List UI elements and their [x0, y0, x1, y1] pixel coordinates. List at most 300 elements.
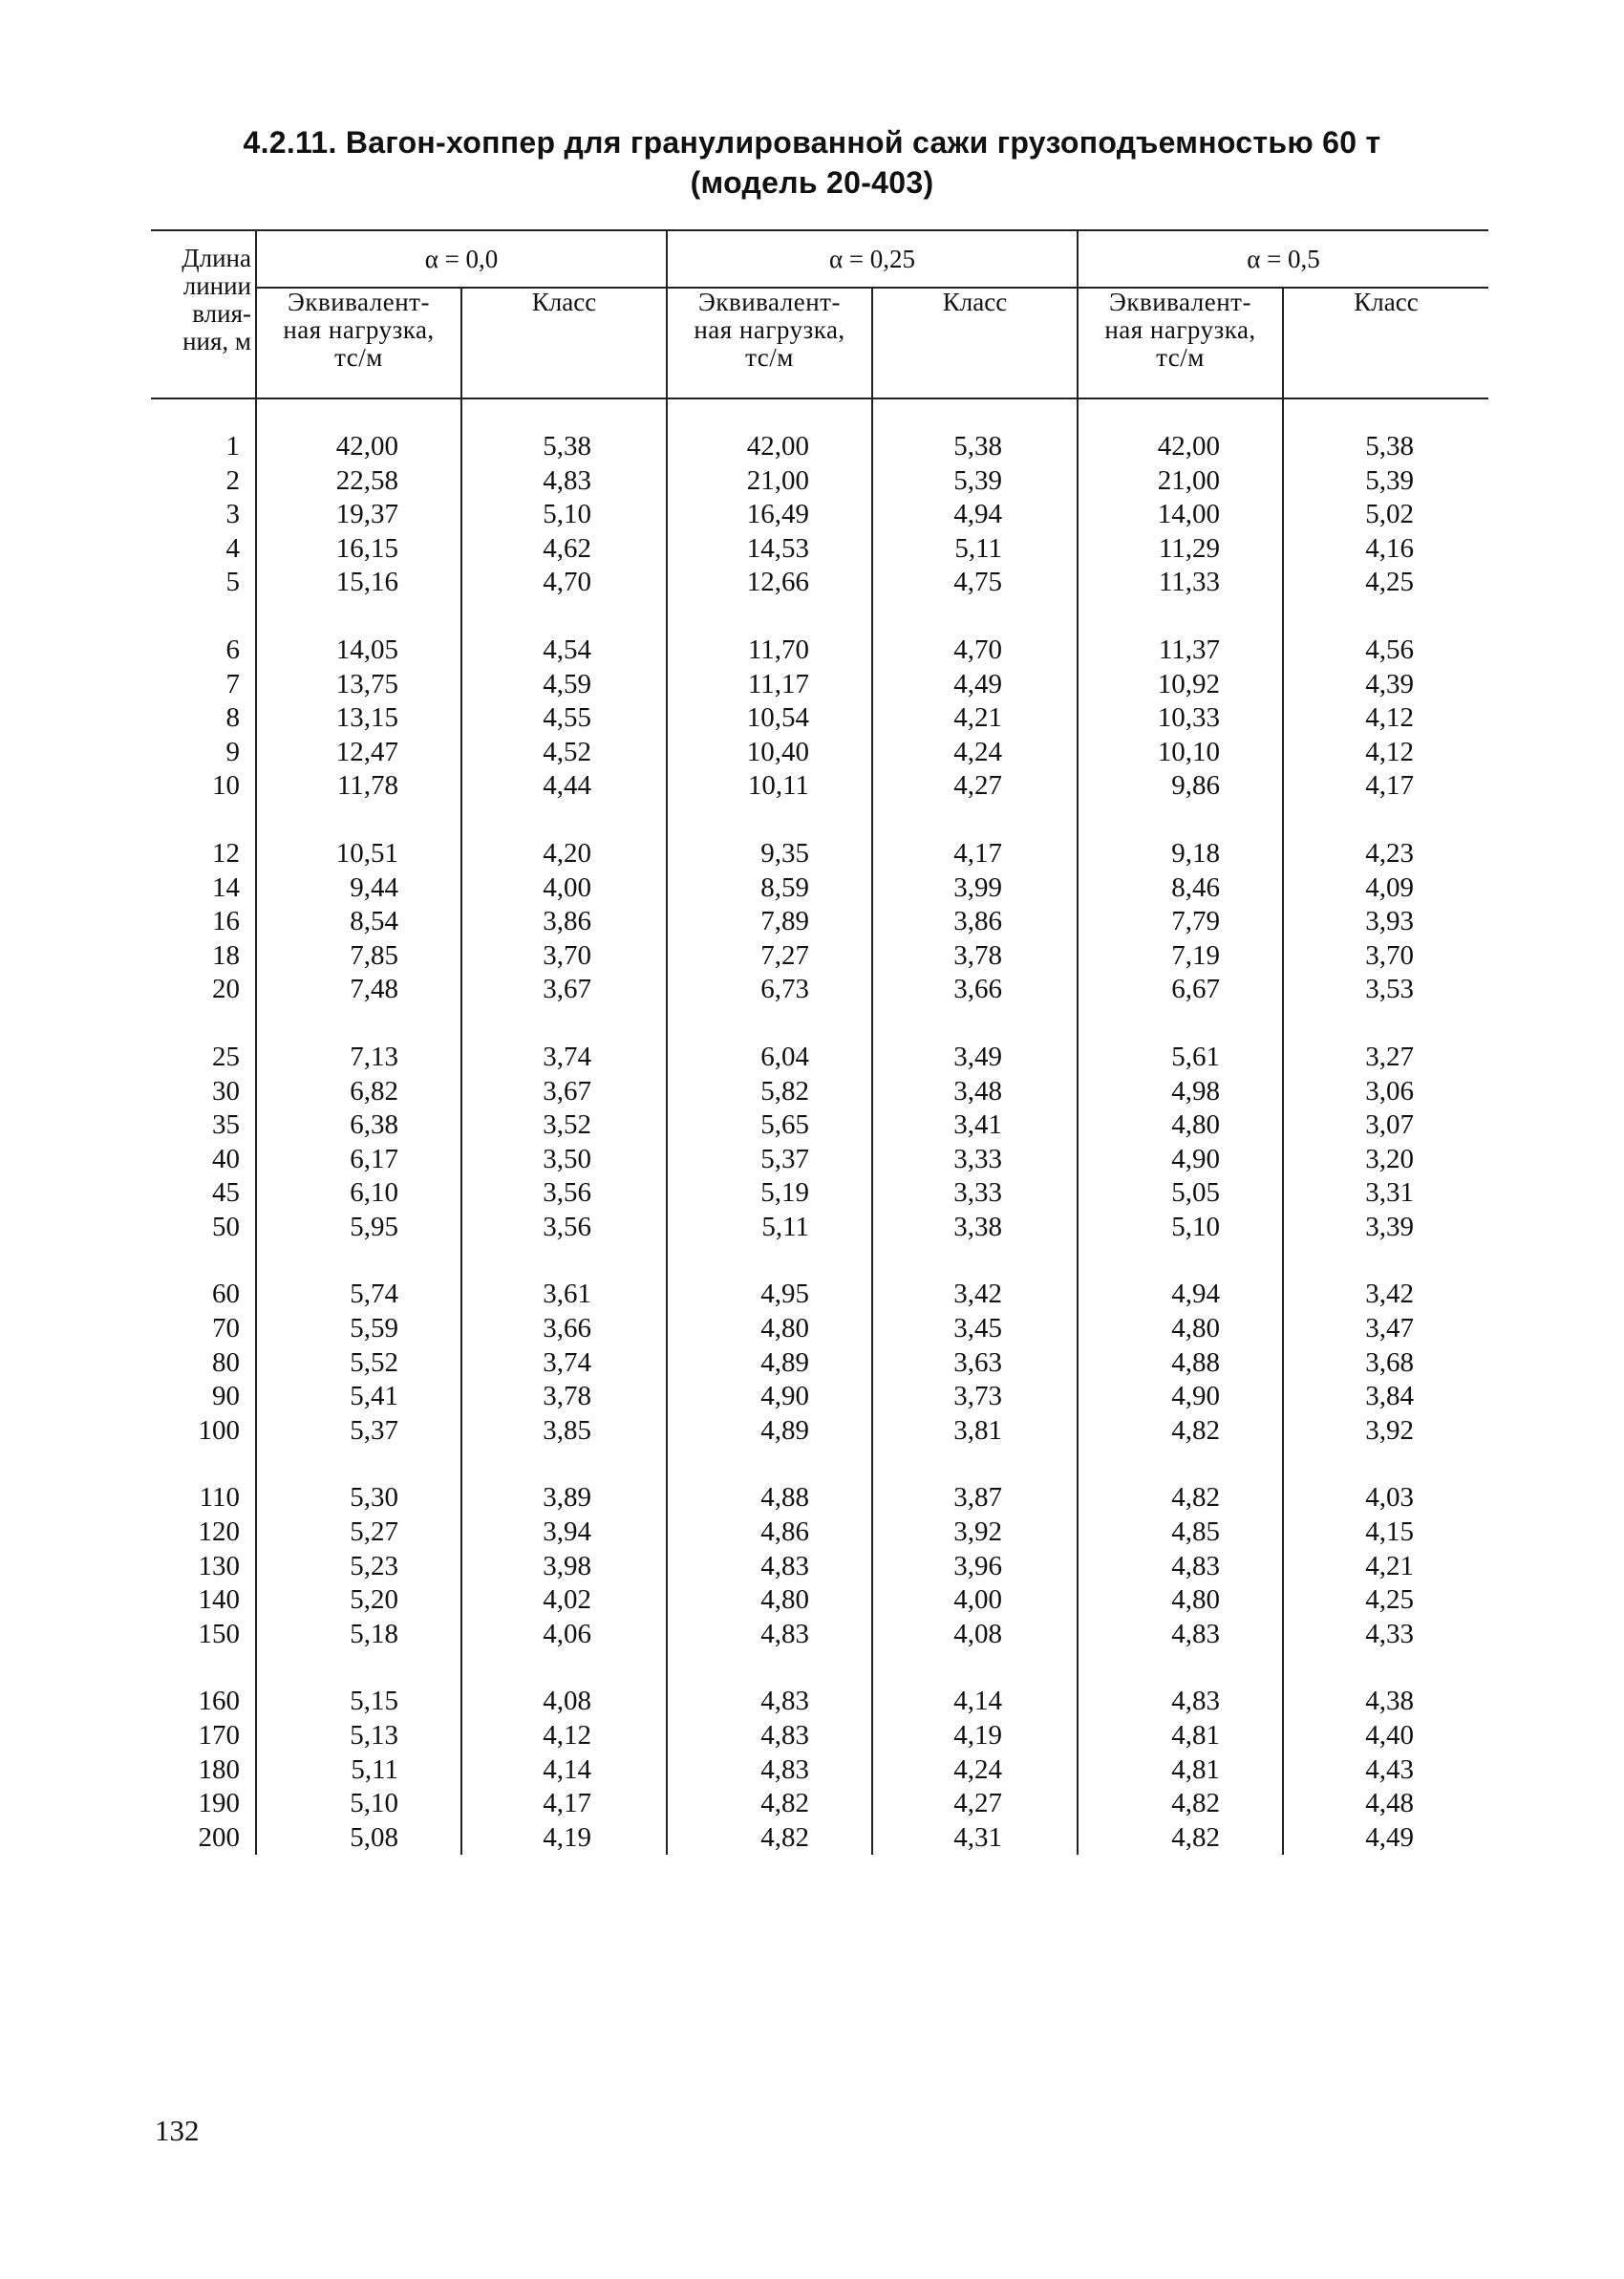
class-cell: 4,21	[872, 701, 1078, 736]
length-cell: 160	[198, 1686, 240, 1717]
equiv-load-cell: 10,51	[256, 837, 461, 871]
title-line-2: (модель 20-403)	[690, 165, 934, 200]
equiv-load-cell: 4,82	[1078, 1787, 1283, 1821]
class-cell: 3,85	[461, 1414, 667, 1449]
length-cell: 1	[225, 431, 240, 462]
class-cell: 4,19	[872, 1719, 1078, 1753]
class-cell: 4,20	[461, 837, 667, 871]
length-cell: 9	[225, 736, 240, 767]
table-row	[151, 1380, 1488, 1414]
class-cell: 4,02	[461, 1583, 667, 1618]
length-cell: 18	[212, 939, 240, 971]
table-row	[151, 837, 1488, 871]
equiv-load-cell: 7,89	[667, 905, 872, 939]
class-cell: 3,98	[461, 1550, 667, 1584]
table-row	[151, 498, 1488, 532]
class-cell: 4,09	[1283, 871, 1488, 906]
class-cell: 3,48	[872, 1075, 1078, 1109]
class-cell: 3,39	[1283, 1211, 1488, 1245]
equiv-load-cell: 11,17	[667, 668, 872, 702]
class-cell: 3,49	[872, 1041, 1078, 1075]
class-cell: 4,17	[872, 837, 1078, 871]
equiv-load-cell: 8,59	[667, 871, 872, 906]
length-cell: 12	[212, 837, 240, 869]
class-cell: 4,54	[461, 634, 667, 668]
table-body	[151, 398, 1488, 1855]
equiv-load-cell: 11,37	[1078, 634, 1283, 668]
equiv-load-cell: 4,81	[1078, 1753, 1283, 1788]
equiv-load-cell: 4,82	[667, 1787, 872, 1821]
table-row	[151, 1821, 1488, 1856]
table-row	[151, 566, 1488, 600]
length-cell: 20	[212, 974, 240, 1005]
length-cell: 16	[212, 906, 240, 937]
equiv-load-cell: 5,13	[256, 1719, 461, 1753]
equiv-load-cell: 11,70	[667, 634, 872, 668]
alpha-header-05: α = 0,5	[1078, 230, 1488, 288]
equiv-load-cell: 4,82	[1078, 1414, 1283, 1449]
length-cell: 80	[212, 1346, 240, 1378]
equiv-load-cell: 5,27	[256, 1516, 461, 1550]
equiv-load-cell: 6,10	[256, 1176, 461, 1211]
class-cell: 4,12	[1283, 701, 1488, 736]
equiv-load-cell: 4,90	[667, 1380, 872, 1414]
class-cell: 3,52	[461, 1108, 667, 1143]
class-cell: 3,78	[461, 1380, 667, 1414]
table-row	[151, 736, 1488, 770]
equiv-load-cell: 7,85	[256, 939, 461, 974]
equiv-load-cell: 7,27	[667, 939, 872, 974]
equiv-load-cell: 21,00	[667, 464, 872, 499]
table-row	[151, 973, 1488, 1007]
column-header-class: Класс	[1283, 288, 1488, 398]
class-cell: 4,08	[461, 1685, 667, 1719]
equiv-load-cell: 12,47	[256, 736, 461, 770]
table-title	[143, 122, 1481, 203]
class-cell: 4,49	[1283, 1821, 1488, 1856]
equiv-load-cell: 6,82	[256, 1075, 461, 1109]
equiv-load-cell: 4,89	[667, 1414, 872, 1449]
equiv-load-cell: 19,37	[256, 498, 461, 532]
class-cell: 4,38	[1283, 1685, 1488, 1719]
equiv-load-cell: 5,74	[256, 1278, 461, 1312]
table-row	[151, 1312, 1488, 1346]
table-row	[151, 1108, 1488, 1143]
equiv-load-cell: 5,11	[256, 1753, 461, 1788]
equiv-load-cell: 10,54	[667, 701, 872, 736]
class-cell: 4,40	[1283, 1719, 1488, 1753]
table-row	[151, 1516, 1488, 1550]
equiv-load-cell: 8,46	[1078, 871, 1283, 906]
class-cell: 4,14	[872, 1685, 1078, 1719]
equiv-load-cell: 14,00	[1078, 498, 1283, 532]
equiv-load-cell: 4,81	[1078, 1719, 1283, 1753]
class-cell: 4,27	[872, 1787, 1078, 1821]
class-cell: 4,12	[461, 1719, 667, 1753]
equiv-load-cell: 4,82	[667, 1821, 872, 1856]
equiv-load-cell: 7,48	[256, 973, 461, 1007]
equiv-load-cell: 10,10	[1078, 736, 1283, 770]
length-cell: 2	[225, 464, 240, 496]
equiv-load-cell: 4,88	[1078, 1346, 1283, 1381]
class-cell: 3,87	[872, 1481, 1078, 1516]
equiv-load-cell: 4,88	[667, 1481, 872, 1516]
equiv-load-cell: 4,86	[667, 1516, 872, 1550]
column-header-length: Длина линии влия- ния, м	[151, 230, 256, 398]
equiv-load-cell: 13,15	[256, 701, 461, 736]
class-cell: 3,66	[872, 973, 1078, 1007]
table-row	[151, 1414, 1488, 1449]
class-cell: 5,10	[461, 498, 667, 532]
class-cell: 3,31	[1283, 1176, 1488, 1211]
class-cell: 3,67	[461, 1075, 667, 1109]
equiv-load-cell: 7,13	[256, 1041, 461, 1075]
length-cell: 180	[198, 1753, 240, 1785]
class-cell: 4,24	[872, 1753, 1078, 1788]
length-cell: 4	[225, 532, 240, 564]
class-cell: 4,15	[1283, 1516, 1488, 1550]
class-cell: 4,21	[1283, 1550, 1488, 1584]
equiv-load-cell: 7,19	[1078, 939, 1283, 974]
class-cell: 3,47	[1283, 1312, 1488, 1346]
equiv-load-cell: 4,83	[1078, 1550, 1283, 1584]
equiv-load-cell: 12,66	[667, 566, 872, 600]
table-row	[151, 1481, 1488, 1516]
class-cell: 3,73	[872, 1380, 1078, 1414]
equiv-load-cell: 6,17	[256, 1143, 461, 1177]
class-cell: 3,67	[461, 973, 667, 1007]
table-row	[151, 1719, 1488, 1753]
length-cell: 90	[212, 1381, 240, 1412]
class-cell: 4,23	[1283, 837, 1488, 871]
equiv-load-cell: 15,16	[256, 566, 461, 600]
class-cell: 3,86	[461, 905, 667, 939]
class-cell: 4,19	[461, 1821, 667, 1856]
class-cell: 4,24	[872, 736, 1078, 770]
length-cell: 140	[198, 1584, 240, 1616]
class-cell: 4,59	[461, 668, 667, 702]
class-cell: 5,39	[872, 464, 1078, 499]
class-cell: 4,17	[1283, 769, 1488, 804]
page-number: 132	[155, 2114, 200, 2147]
equiv-load-cell: 22,58	[256, 464, 461, 499]
equiv-load-cell: 4,90	[1078, 1143, 1283, 1177]
equiv-load-cell: 6,04	[667, 1041, 872, 1075]
class-cell: 3,68	[1283, 1346, 1488, 1381]
equiv-load-cell: 5,95	[256, 1211, 461, 1245]
length-cell: 100	[198, 1414, 240, 1446]
class-cell: 3,41	[872, 1108, 1078, 1143]
equiv-load-cell: 4,80	[667, 1312, 872, 1346]
equiv-load-cell: 13,75	[256, 668, 461, 702]
class-cell: 3,92	[1283, 1414, 1488, 1449]
length-cell: 50	[212, 1211, 240, 1242]
equiv-load-cell: 5,05	[1078, 1176, 1283, 1211]
length-cell: 200	[198, 1821, 240, 1853]
group-spacer	[151, 600, 1488, 634]
table-row	[151, 634, 1488, 668]
class-cell: 5,38	[461, 398, 667, 464]
class-cell: 3,93	[1283, 905, 1488, 939]
equiv-load-cell: 42,00	[667, 398, 872, 464]
class-cell: 4,00	[872, 1583, 1078, 1618]
class-cell: 4,44	[461, 769, 667, 804]
length-cell: 7	[225, 668, 240, 699]
class-cell: 5,02	[1283, 498, 1488, 532]
table-row	[151, 905, 1488, 939]
equiv-load-cell: 4,98	[1078, 1075, 1283, 1109]
equiv-load-cell: 4,83	[1078, 1618, 1283, 1652]
class-cell: 3,42	[1283, 1278, 1488, 1312]
length-cell: 170	[198, 1720, 240, 1751]
equiv-load-cell: 21,00	[1078, 464, 1283, 499]
class-cell: 3,96	[872, 1550, 1078, 1584]
class-cell: 3,20	[1283, 1143, 1488, 1177]
length-cell: 6	[225, 634, 240, 665]
class-cell: 3,94	[461, 1516, 667, 1550]
class-cell: 3,99	[872, 871, 1078, 906]
equiv-load-cell: 5,37	[256, 1414, 461, 1449]
equiv-load-cell: 4,83	[667, 1753, 872, 1788]
equiv-load-cell: 5,59	[256, 1312, 461, 1346]
column-header-equiv-load: Эквивалент- ная нагрузка, тс/м	[256, 288, 461, 398]
length-cell: 190	[198, 1788, 240, 1819]
column-header-equiv-load: Эквивалент- ная нагрузка, тс/м	[667, 288, 872, 398]
equiv-load-cell: 10,92	[1078, 668, 1283, 702]
class-cell: 3,61	[461, 1278, 667, 1312]
class-cell: 4,00	[461, 871, 667, 906]
equiv-load-cell: 6,67	[1078, 973, 1283, 1007]
equiv-load-cell: 5,08	[256, 1821, 461, 1856]
equiv-load-cell: 4,80	[1078, 1312, 1283, 1346]
class-cell: 4,48	[1283, 1787, 1488, 1821]
equiv-load-cell: 5,10	[256, 1787, 461, 1821]
class-cell: 4,33	[1283, 1618, 1488, 1652]
group-spacer	[151, 1651, 1488, 1685]
class-cell: 3,33	[872, 1143, 1078, 1177]
column-header-class: Класс	[872, 288, 1078, 398]
class-cell: 3,56	[461, 1211, 667, 1245]
length-cell: 130	[198, 1550, 240, 1581]
class-cell: 3,33	[872, 1176, 1078, 1211]
table-row	[151, 1618, 1488, 1652]
class-cell: 4,16	[1283, 532, 1488, 567]
equiv-load-cell: 5,19	[667, 1176, 872, 1211]
table-row	[151, 871, 1488, 906]
class-cell: 5,38	[1283, 398, 1488, 464]
table-row	[151, 1583, 1488, 1618]
equiv-load-cell: 10,33	[1078, 701, 1283, 736]
class-cell: 4,31	[872, 1821, 1078, 1856]
table-row	[151, 1685, 1488, 1719]
length-cell: 150	[198, 1618, 240, 1649]
equiv-load-cell: 4,83	[667, 1685, 872, 1719]
equiv-load-cell: 11,78	[256, 769, 461, 804]
class-cell: 3,63	[872, 1346, 1078, 1381]
table-row	[151, 939, 1488, 974]
class-cell: 3,74	[461, 1041, 667, 1075]
length-cell: 45	[212, 1177, 240, 1209]
length-cell: 60	[212, 1279, 240, 1310]
class-cell: 3,53	[1283, 973, 1488, 1007]
class-cell: 3,27	[1283, 1041, 1488, 1075]
class-cell: 4,17	[461, 1787, 667, 1821]
equiv-load-cell: 4,80	[1078, 1583, 1283, 1618]
class-cell: 4,43	[1283, 1753, 1488, 1788]
class-cell: 4,25	[1283, 1583, 1488, 1618]
equiv-load-cell: 5,18	[256, 1618, 461, 1652]
alpha-header-025: α = 0,25	[667, 230, 1078, 288]
table-row	[151, 1550, 1488, 1584]
equiv-load-cell: 5,30	[256, 1481, 461, 1516]
class-cell: 3,92	[872, 1516, 1078, 1550]
table-row	[151, 1176, 1488, 1211]
class-cell: 3,86	[872, 905, 1078, 939]
class-cell: 4,62	[461, 532, 667, 567]
equiv-load-cell: 5,10	[1078, 1211, 1283, 1245]
column-header-class: Класс	[461, 288, 667, 398]
equiv-load-cell: 8,54	[256, 905, 461, 939]
length-cell: 10	[212, 770, 240, 802]
table-row	[151, 532, 1488, 567]
equiv-load-cell: 10,40	[667, 736, 872, 770]
table-row	[151, 1041, 1488, 1075]
equiv-load-cell: 9,44	[256, 871, 461, 906]
class-cell: 3,45	[872, 1312, 1078, 1346]
table-row	[151, 398, 1488, 464]
table-row	[151, 1753, 1488, 1788]
table-row	[151, 668, 1488, 702]
title-line-1: 4.2.11. Вагон-хоппер для гранулированной сажи грузоподъемностью 60 т	[243, 125, 1381, 160]
length-cell: 25	[212, 1041, 240, 1072]
equiv-load-cell: 4,82	[1078, 1481, 1283, 1516]
length-cell: 8	[225, 702, 240, 734]
class-cell: 3,07	[1283, 1108, 1488, 1143]
equiv-load-cell: 4,89	[667, 1346, 872, 1381]
class-cell: 3,74	[461, 1346, 667, 1381]
equivalent-load-table	[151, 229, 1488, 1855]
class-cell: 4,27	[872, 769, 1078, 804]
equiv-load-cell: 5,52	[256, 1346, 461, 1381]
class-cell: 4,39	[1283, 668, 1488, 702]
equiv-load-cell: 9,35	[667, 837, 872, 871]
class-cell: 5,39	[1283, 464, 1488, 499]
length-cell: 5	[225, 567, 240, 598]
equiv-load-cell: 16,49	[667, 498, 872, 532]
class-cell: 3,50	[461, 1143, 667, 1177]
class-cell: 4,49	[872, 668, 1078, 702]
equiv-load-cell: 4,82	[1078, 1821, 1283, 1856]
length-cell: 3	[225, 499, 240, 530]
equiv-load-cell: 4,80	[667, 1583, 872, 1618]
class-cell: 3,06	[1283, 1075, 1488, 1109]
class-cell: 5,11	[872, 532, 1078, 567]
equiv-load-cell: 4,83	[667, 1618, 872, 1652]
equiv-load-cell: 4,94	[1078, 1278, 1283, 1312]
equiv-load-cell: 9,86	[1078, 769, 1283, 804]
length-cell: 120	[198, 1516, 240, 1548]
group-spacer	[151, 804, 1488, 837]
table-row	[151, 1211, 1488, 1245]
class-cell: 4,70	[461, 566, 667, 600]
equiv-load-cell: 5,37	[667, 1143, 872, 1177]
equiv-load-cell: 10,11	[667, 769, 872, 804]
equiv-load-cell: 4,90	[1078, 1380, 1283, 1414]
equiv-load-cell: 42,00	[256, 398, 461, 464]
table-row	[151, 464, 1488, 499]
equiv-load-cell: 5,23	[256, 1550, 461, 1584]
group-spacer	[151, 1007, 1488, 1041]
length-cell: 110	[199, 1482, 240, 1514]
equiv-load-cell: 14,05	[256, 634, 461, 668]
equiv-load-cell: 4,95	[667, 1278, 872, 1312]
class-cell: 3,56	[461, 1176, 667, 1211]
class-cell: 3,70	[461, 939, 667, 974]
class-cell: 3,70	[1283, 939, 1488, 974]
column-header-equiv-load: Эквивалент- ная нагрузка, тс/м	[1078, 288, 1283, 398]
class-cell: 4,83	[461, 464, 667, 499]
class-cell: 4,12	[1283, 736, 1488, 770]
group-spacer	[151, 1448, 1488, 1481]
table-row	[151, 769, 1488, 804]
equiv-load-cell: 11,29	[1078, 532, 1283, 567]
class-cell: 4,06	[461, 1618, 667, 1652]
equiv-load-cell: 5,65	[667, 1108, 872, 1143]
class-cell: 4,56	[1283, 634, 1488, 668]
group-spacer	[151, 1244, 1488, 1278]
equiv-load-cell: 4,85	[1078, 1516, 1283, 1550]
equiv-load-cell: 4,80	[1078, 1108, 1283, 1143]
length-cell: 14	[212, 871, 240, 903]
length-cell: 70	[212, 1313, 240, 1344]
class-cell: 3,66	[461, 1312, 667, 1346]
table-row	[151, 1278, 1488, 1312]
equiv-load-cell: 4,83	[1078, 1685, 1283, 1719]
equiv-load-cell: 11,33	[1078, 566, 1283, 600]
equiv-load-cell: 4,83	[667, 1719, 872, 1753]
equiv-load-cell: 42,00	[1078, 398, 1283, 464]
class-cell: 3,78	[872, 939, 1078, 974]
equiv-load-cell: 9,18	[1078, 837, 1283, 871]
equiv-load-cell: 16,15	[256, 532, 461, 567]
length-cell: 35	[212, 1109, 240, 1141]
equiv-load-cell: 7,79	[1078, 905, 1283, 939]
class-cell: 4,94	[872, 498, 1078, 532]
equiv-load-cell: 5,20	[256, 1583, 461, 1618]
class-cell: 4,03	[1283, 1481, 1488, 1516]
equiv-load-cell: 5,82	[667, 1075, 872, 1109]
table-row	[151, 1075, 1488, 1109]
class-cell: 5,38	[872, 398, 1078, 464]
class-cell: 3,42	[872, 1278, 1078, 1312]
table-row	[151, 1787, 1488, 1821]
class-cell: 4,55	[461, 701, 667, 736]
table-row	[151, 1346, 1488, 1381]
class-cell: 4,25	[1283, 566, 1488, 600]
class-cell: 3,81	[872, 1414, 1078, 1449]
alpha-header-0: α = 0,0	[256, 230, 667, 288]
equiv-load-cell: 14,53	[667, 532, 872, 567]
class-cell: 4,70	[872, 634, 1078, 668]
length-cell: 40	[212, 1143, 240, 1174]
class-cell: 3,38	[872, 1211, 1078, 1245]
class-cell: 4,52	[461, 736, 667, 770]
class-cell: 4,08	[872, 1618, 1078, 1652]
equiv-load-cell: 4,83	[667, 1550, 872, 1584]
equiv-load-cell: 6,73	[667, 973, 872, 1007]
equiv-load-cell: 5,15	[256, 1685, 461, 1719]
table-row	[151, 1143, 1488, 1177]
